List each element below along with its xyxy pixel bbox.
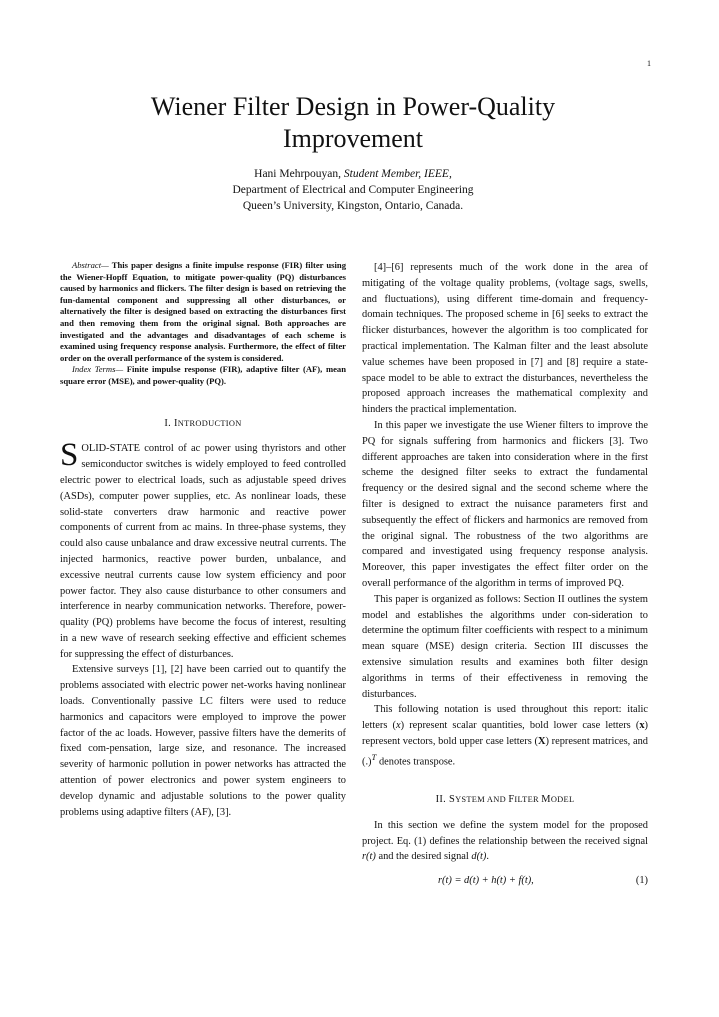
intro-paragraph-3: [4]–[6] represents much of the work done in the area of mitigating of the voltage quality problems, (voltage sags, swells, and fluctuations), using different time-domain and frequency-domain techniques. The proposed scheme in [6] seeks to extract the flicker disturbances, however the algorithm is too complicated for practical implementation. The Kalman filter and the least absolute value schemes have been proposed in [7] and [8] require a state-space model to be able to extract the disturbances, nevertheless the proposed approach increases the mathematical complexity and hinders the practical implementation. [362,262,648,416]
intro-paragraph-2: Extensive surveys [1], [2] have been carried out to quantify the problems associated with electric power net-works having nonlinear loads. Conventionally passive LC filters were used to reduce harmonics and capacitors were employed to improve the power factor of the ac loads. However, passive filters have the demerits of fixed com-pensation, large size, and resonance. The increased severity of harmonic pollution in power networks has attracted the attention of power electronics and power system engineers to develop dynamic and adjustable solutions to the power quality problems using adaptive filters (AF), [3]. [60,664,346,818]
abstract-label: Abstract— [72,260,109,270]
author-line [150,166,556,182]
right-column [362,260,648,889]
author-block [150,166,556,214]
section-heading-introduction: I. INTRODUCTION [164,417,242,429]
section-heading-system-model: II. SYSTEM AND FILTER MODEL [435,793,575,805]
department: Department of Electrical and Computer Engineering [232,184,474,196]
page-number: 1 [647,59,651,68]
author-membership: Student Member, IEEE, [343,168,452,180]
paper-title: Wiener Filter Design in Power-Quality Improvement [150,92,556,153]
intro-paragraph-5: This paper is organized as follows: Section II outlines the system model and establishes the algorithms under con-sideration to determine the optimum filter coefficients with respect to a minimum mean square (MSE) design criteria. Section III discusses the extensive simulation results and examines both filter design algorithms in terms of their effectiveness in removing the disturbances. [362,593,648,700]
intro-paragraph-4: In this paper we investigate the use Wiener filters to improve the PQ for signals suffering from harmonics and flickers [3]. Two different approaches are taken into consideration where in the first scheme the designed filter seeks to extract the fundamental frequency or the desired signal and the second scheme where the filter is designed to extract the nuisance parameters first and subsequently the effect of flickers and harmonics are removed from the original signal. The robustness of the two algorithms are compared and investigated using frequency response analysis. Moreover, this paper investigates the effect filter order on the overall performance of the algorithm in terms of improved PQ. [362,419,648,589]
equation-number: (1) [635,875,648,887]
university: Queen’s University, Kingston, Ontario, Canada. [242,200,464,212]
author-name: Hani Mehrpouyan, [254,168,342,180]
abstract [60,260,346,364]
index-terms [60,364,346,387]
abstract-text: This paper designs a finite impulse response (FIR) filter using the Wiener-Hopff Equation, to mitigate power-quality (PQ) disturbances caused by harmonics and flickers. The filter design is based on retrieving the fun-damental component and suppressing all other disturbances, or alternatively the filter is designed based on extracting the disturbances first and then removing them from the original signal. Both approaches are investigated and the advantages and disadvantages of each scheme is examined using frequency response analysis. Furthermore, the effect of filter order on the overall performance of the system is considered. [60,260,346,363]
index-terms-text: Finite impulse response (FIR), adaptive filter (AF), mean square error (MSE), and power-quality (PQ). [60,364,347,386]
notation-paragraph: This following notation is used throughout this report: italic letters (x) represent scalar quantities, bold lower case letters (x) represent vectors, bold upper case letters (X) represent matrices, and (.)$^T$ denotes transpose. [362,704,648,768]
equation-1 [362,873,648,889]
system-model-paragraph: In this section we define the system model for the proposed project. Eq. (1) defines the relationship between the received signal r(t) and the desired signal d(t). [362,819,648,863]
equation-text: r(t) = d(t) + h(t) + f(t), [438,875,534,887]
left-column [60,260,346,820]
index-terms-label: Index Terms— [72,364,124,375]
drop-cap: S [60,437,79,474]
intro-paragraph-1: SOLID-STATE control of ac power using thyristors and other semiconductor switches is widely employed to feed controlled electric power to electrical loads, such as adjustable speed drives (ASDs), computer power supplies, etc. As nonlinear loads, these solid-state converters draw harmonic and reactive power components of current from ac mains. In three-phase systems, they could also cause unbalance and draw excessive neutral currents. The injected harmonics, reactive power burden, unbalance, and excessive neutral currents cause low system efficiency and poor power factor. They also cause disturbance to other consumers and interference in nearby communication networks. Therefore, power-quality (PQ) problems have become the focus of interest, resulting in a new wave of research seeking effective and efficient schemes for suppressing the effect of disturbances. [60,437,346,660]
